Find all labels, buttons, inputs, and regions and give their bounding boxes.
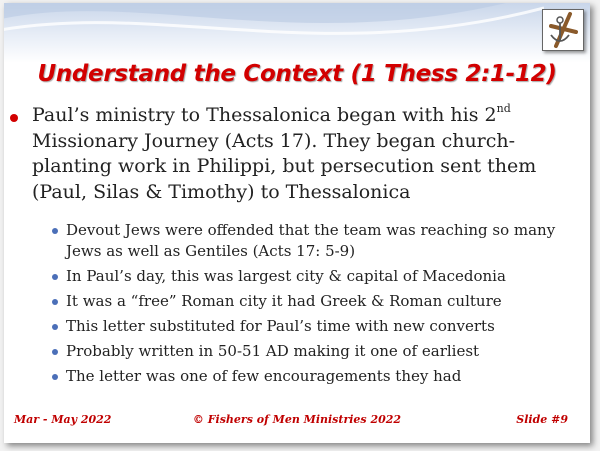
- footer-copyright: © Fishers of Men Ministries 2022: [192, 413, 402, 426]
- bullet-marker: [52, 324, 58, 330]
- main-bullet-marker: [10, 114, 18, 122]
- sub-bullet: It was a “free” Roman city it had Greek & Roman culture: [66, 291, 586, 312]
- bullet-marker: [52, 374, 58, 380]
- main-bullet-text: Paul’s ministry to Thessalonica began with his 2nd Missionary Journey (Acts 17). They began church-planting work in Philippi, but persecution sent them (Paul, Silas & Timothy) to Thessalonica: [32, 102, 537, 203]
- sub-bullet-list: [66, 220, 586, 391]
- header-gradient: [4, 3, 590, 63]
- slide-title: Understand the Context (1 Thess 2:1-12): [37, 61, 557, 87]
- sub-bullet: Devout Jews were offended that the team was reaching so many Jews as well as Gentiles (Acts 17: 5-9): [66, 220, 586, 262]
- footer-date: Mar - May 2022: [14, 413, 112, 426]
- main-bullet: [32, 103, 552, 205]
- ordinal-suffix: nd: [496, 102, 511, 115]
- bullet-marker: [52, 274, 58, 280]
- cross-anchor-icon: [542, 9, 584, 51]
- footer: [4, 413, 590, 433]
- bullet-marker: [52, 228, 58, 234]
- sub-bullet: In Paul’s day, this was largest city & capital of Macedonia: [66, 266, 586, 287]
- sub-bullet: This letter substituted for Paul’s time with new converts: [66, 316, 586, 337]
- bullet-marker: [52, 299, 58, 305]
- footer-slide-number: Slide #9: [516, 413, 568, 426]
- sub-bullet: The letter was one of few encouragements they had: [66, 366, 586, 387]
- sub-bullet: Probably written in 50-51 AD making it one of earliest: [66, 341, 586, 362]
- slide: [4, 3, 590, 443]
- bullet-marker: [52, 349, 58, 355]
